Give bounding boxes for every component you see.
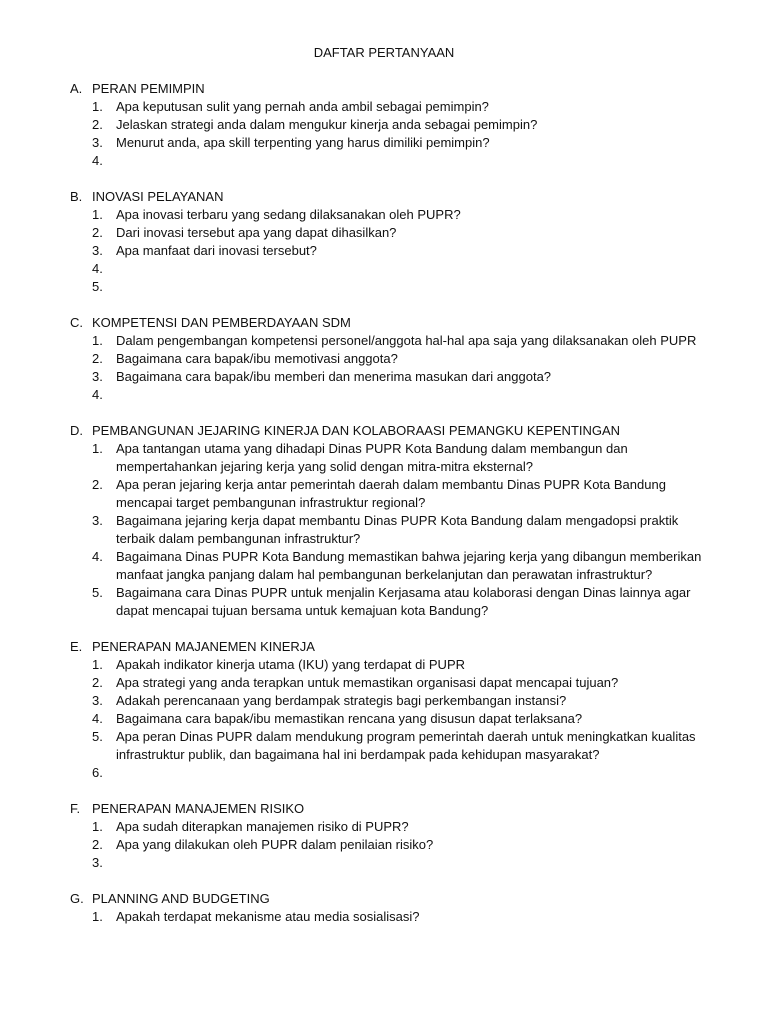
question-text: Jelaskan strategi anda dalam mengukur kinerja anda sebagai pemimpin? (116, 117, 538, 132)
question-item (92, 224, 730, 242)
question-list (70, 656, 730, 782)
question-number: 5. (92, 279, 103, 294)
question-text: Apa inovasi terbaru yang sedang dilaksanakan oleh PUPR? (116, 207, 461, 222)
question-number: 2. (92, 117, 103, 132)
question-number: 5. (92, 729, 103, 744)
question-number: 1. (92, 99, 103, 114)
question-number: 1. (92, 657, 103, 672)
question-text (116, 278, 730, 296)
question-text: Apa tantangan utama yang dihadapi Dinas PUPR Kota Bandung dalam membangun dan mempertahankan jejaring kerja yang solid dengan mitra-mitra eksternal? (116, 441, 628, 474)
question-number: 2. (92, 675, 103, 690)
section-e (70, 638, 730, 782)
question-item (92, 116, 730, 134)
section-letter: F. (70, 801, 81, 816)
question-number: 2. (92, 477, 103, 492)
section-d (70, 422, 730, 620)
section-a (70, 80, 730, 170)
section-letter: C. (70, 315, 83, 330)
question-item (92, 854, 730, 872)
question-number: 3. (92, 513, 103, 528)
section-c (70, 314, 730, 404)
question-item (92, 206, 730, 224)
question-text: Bagaimana cara bapak/ibu memastikan rencana yang disusun dapat terlaksana? (116, 711, 583, 726)
question-number: 4. (92, 261, 103, 276)
question-text: Adakah perencanaan yang berdampak strategis bagi perkembangan instansi? (116, 693, 567, 708)
section-heading (70, 890, 730, 908)
question-number: 1. (92, 909, 103, 924)
question-text: Bagaimana cara Dinas PUPR untuk menjalin Kerjasama atau kolaborasi dengan Dinas lainnya agar dapat mencapai tujuan bersama untuk kemajuan kota Bandung? (116, 585, 691, 618)
question-text (116, 386, 730, 404)
question-text: Dari inovasi tersebut apa yang dapat dihasilkan? (116, 225, 397, 240)
question-number: 1. (92, 207, 103, 222)
question-text: Apa yang dilakukan oleh PUPR dalam penilaian risiko? (116, 837, 434, 852)
question-number: 1. (92, 441, 103, 456)
question-item (92, 242, 730, 260)
section-f (70, 800, 730, 872)
section-heading (70, 80, 730, 98)
question-number: 4. (92, 549, 103, 564)
question-number: 4. (92, 711, 103, 726)
question-number: 2. (92, 837, 103, 852)
question-sections (70, 80, 730, 944)
question-item (92, 512, 730, 548)
document-title: DAFTAR PERTANYAAN (313, 45, 455, 60)
question-number: 3. (92, 135, 103, 150)
question-text: Apa manfaat dari inovasi tersebut? (116, 243, 317, 258)
question-item (92, 440, 730, 476)
question-item (92, 692, 730, 710)
question-list (70, 818, 730, 872)
section-heading (70, 188, 730, 206)
question-text: Bagaimana cara bapak/ibu memberi dan menerima masukan dari anggota? (116, 369, 552, 384)
question-item (92, 260, 730, 278)
question-text: Apa strategi yang anda terapkan untuk memastikan organisasi dapat mencapai tujuan? (116, 675, 619, 690)
question-item (92, 836, 730, 854)
section-letter: A. (70, 81, 83, 96)
question-text: Apa peran Dinas PUPR dalam mendukung program pemerintah daerah untuk meningkatkan kualitas infrastruktur publik, dan bagaimana hal ini berdampak pada kehidupan masyarakat? (116, 729, 696, 762)
section-title: PENERAPAN MANAJEMEN RISIKO (92, 801, 305, 816)
question-text: Apa peran jejaring kerja antar pemerintah daerah dalam membantu Dinas PUPR Kota Bandung mencapai target pembangunan infrastruktur regional? (116, 477, 666, 510)
section-heading (70, 314, 730, 332)
section-letter: B. (70, 189, 83, 204)
section-g (70, 890, 730, 926)
question-text: Dalam pengembangan kompetensi personel/anggota hal-hal apa saja yang dilaksanakan oleh PUPR (116, 333, 697, 348)
question-item (92, 152, 730, 170)
question-item (92, 386, 730, 404)
question-list (70, 332, 730, 404)
question-number: 3. (92, 243, 103, 258)
section-title: PEMBANGUNAN JEJARING KINERJA DAN KOLABORAASI PEMANGKU KEPENTINGAN (92, 423, 621, 438)
section-letter: E. (70, 639, 83, 654)
question-text: Bagaimana cara bapak/ibu memotivasi anggota? (116, 351, 398, 366)
question-text: Apakah terdapat mekanisme atau media sosialisasi? (116, 909, 420, 924)
question-item (92, 350, 730, 368)
question-number: 3. (92, 369, 103, 384)
section-heading (70, 422, 730, 440)
question-text (116, 260, 730, 278)
section-title: PLANNING AND BUDGETING (92, 891, 270, 906)
question-item (92, 656, 730, 674)
section-title: PERAN PEMIMPIN (92, 81, 205, 96)
question-item (92, 728, 730, 764)
question-item (92, 584, 730, 620)
question-item (92, 98, 730, 116)
section-letter: D. (70, 423, 83, 438)
question-number: 3. (92, 855, 103, 870)
question-text (116, 152, 730, 170)
question-item (92, 818, 730, 836)
question-text (116, 764, 730, 782)
question-item (92, 764, 730, 782)
section-title: KOMPETENSI DAN PEMBERDAYAAN SDM (92, 315, 351, 330)
question-item (92, 476, 730, 512)
section-title: PENERAPAN MAJANEMEN KINERJA (92, 639, 315, 654)
question-number: 5. (92, 585, 103, 600)
question-number: 1. (92, 333, 103, 348)
question-list (70, 206, 730, 296)
question-item (92, 548, 730, 584)
question-number: 4. (92, 387, 103, 402)
question-text: Apa keputusan sulit yang pernah anda ambil sebagai pemimpin? (116, 99, 489, 114)
question-number: 1. (92, 819, 103, 834)
question-list (70, 98, 730, 170)
section-heading (70, 638, 730, 656)
question-item (92, 908, 730, 926)
question-text (116, 854, 730, 872)
question-number: 3. (92, 693, 103, 708)
section-letter: G. (70, 891, 84, 906)
section-b (70, 188, 730, 296)
question-item (92, 368, 730, 386)
question-number: 2. (92, 225, 103, 240)
question-text: Menurut anda, apa skill terpenting yang harus dimiliki pemimpin? (116, 135, 490, 150)
section-heading (70, 800, 730, 818)
question-text: Bagaimana jejaring kerja dapat membantu Dinas PUPR Kota Bandung dalam mengadopsi praktik terbaik dalam pembangunan infrastruktur? (116, 513, 679, 546)
question-list (70, 908, 730, 926)
question-text: Bagaimana Dinas PUPR Kota Bandung memastikan bahwa jejaring kerja yang dibangun memberikan manfaat jangka panjang dalam hal pembangunan berkelanjutan dan perawatan infrastruktur? (116, 549, 702, 582)
question-item (92, 278, 730, 296)
question-number: 6. (92, 765, 103, 780)
question-item (92, 332, 730, 350)
question-item (92, 134, 730, 152)
question-list (70, 440, 730, 620)
question-number: 4. (92, 153, 103, 168)
question-item (92, 710, 730, 728)
question-text: Apakah indikator kinerja utama (IKU) yang terdapat di PUPR (116, 657, 466, 672)
question-number: 2. (92, 351, 103, 366)
question-item (92, 674, 730, 692)
question-text: Apa sudah diterapkan manajemen risiko di PUPR? (116, 819, 409, 834)
section-title: INOVASI PELAYANAN (92, 189, 224, 204)
